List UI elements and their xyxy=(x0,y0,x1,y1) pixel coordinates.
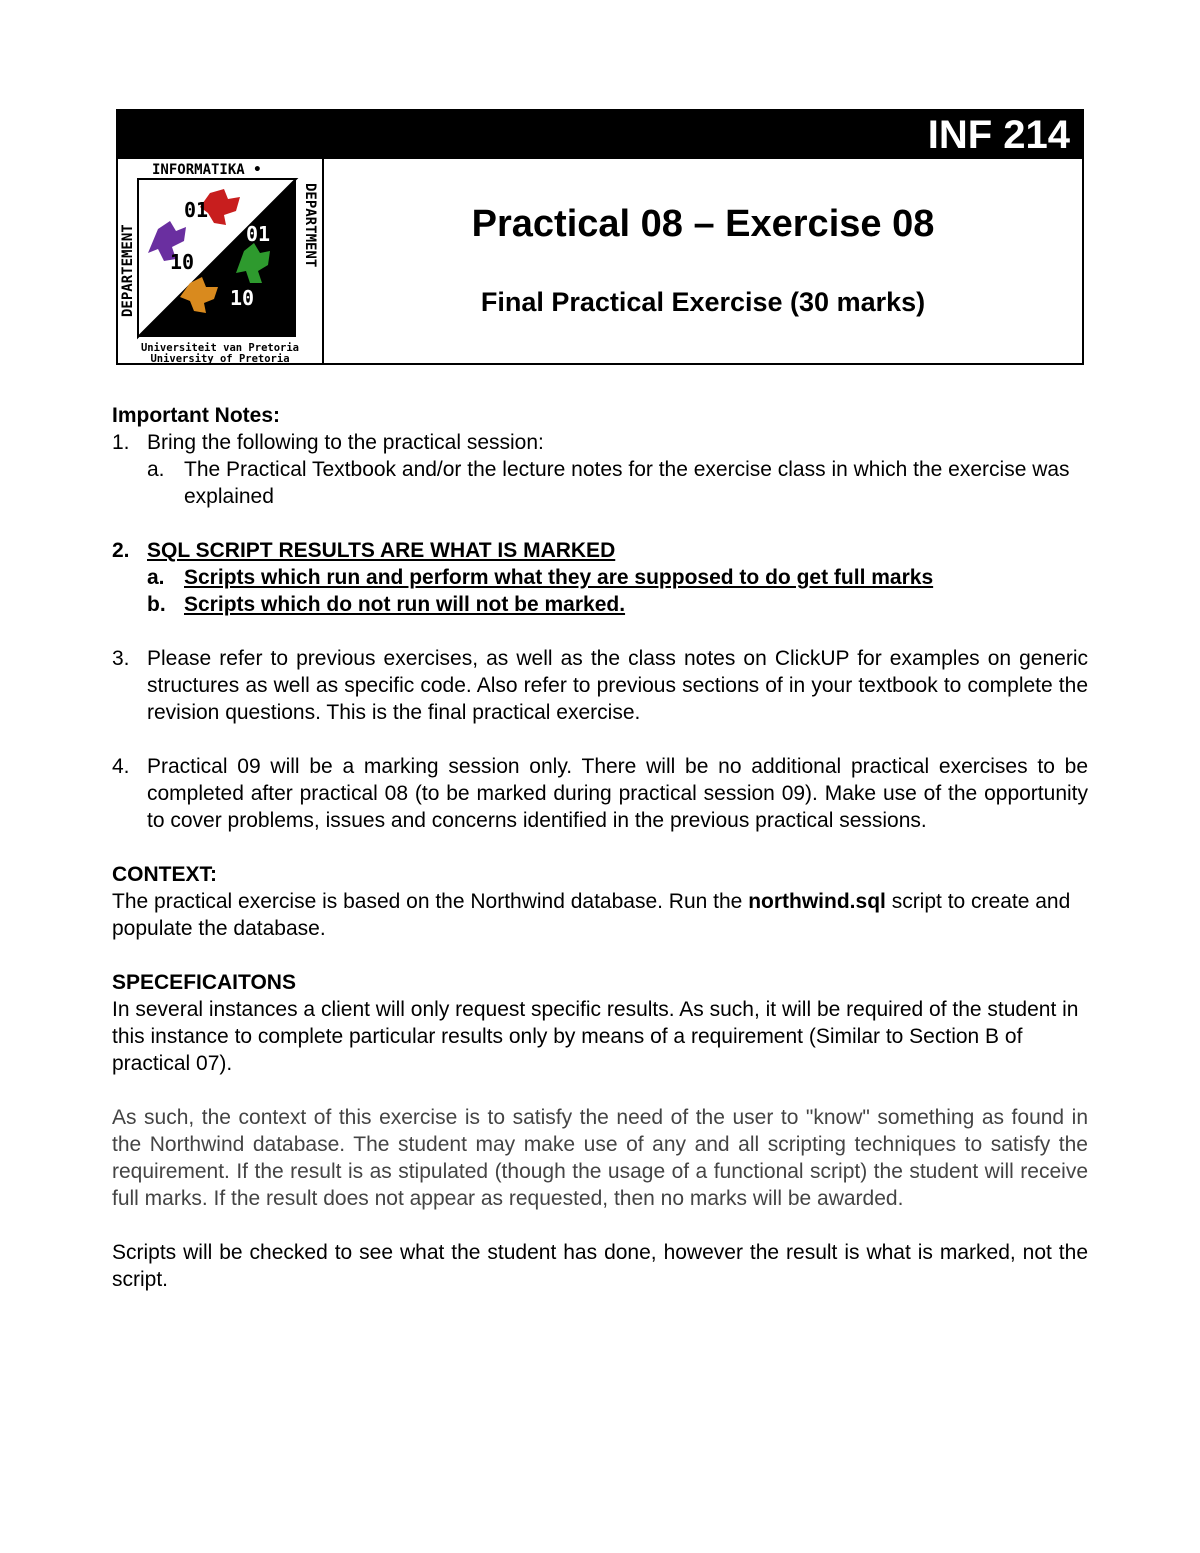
note-text: Please refer to previous exercises, as well as the class notes on ClickUP for examples on generic structures as well as specific code. Also refer to previous sections of in your textbook to complete the revision questions. This is the final practical exercise. xyxy=(147,647,1088,724)
specifications-paragraph-1: In several instances a client will only request specific results. As such, it will be required of the student in this instance to complete particular results only by means of a requirement (Similar to Section B of practical 07). xyxy=(112,998,1079,1075)
document-header xyxy=(116,109,1084,365)
note-item-3 xyxy=(112,645,1088,726)
note-item-1 xyxy=(112,429,1088,456)
document-subtitle: Final Practical Exercise (30 marks) xyxy=(480,287,926,317)
department-logo xyxy=(118,159,324,363)
course-code: INF 214 xyxy=(927,113,1070,157)
notes-heading: Important Notes: xyxy=(112,404,280,427)
subitem-label: a. xyxy=(147,458,165,481)
svg-text:01: 01 xyxy=(246,222,271,246)
context-text-after: script to create and populate the database. xyxy=(112,890,1071,940)
note-text: SQL SCRIPT RESULTS ARE WHAT IS MARKED xyxy=(147,539,616,562)
note-number: 2. xyxy=(112,539,130,562)
title-cell xyxy=(324,159,1082,363)
logo-university-af: Universiteit van Pretoria xyxy=(140,342,300,354)
document-title: Practical 08 – Exercise 08 xyxy=(471,203,935,245)
note-subitem-1a xyxy=(112,456,1088,510)
script-name: northwind.sql xyxy=(748,890,886,913)
note-subitem-2b xyxy=(112,591,1088,618)
svg-text:01: 01 xyxy=(184,198,209,222)
note-item-2 xyxy=(112,537,1088,564)
note-item-4 xyxy=(112,753,1088,834)
logo-top-text: INFORMATIKA • xyxy=(152,162,262,178)
context-paragraph xyxy=(112,888,1088,942)
subitem-text: The Practical Textbook and/or the lecture notes for the exercise class in which the exercise was explained xyxy=(184,458,1070,508)
svg-text:10: 10 xyxy=(170,250,195,274)
subitem-label: b. xyxy=(147,593,166,616)
context-heading: CONTEXT: xyxy=(112,863,217,886)
subitem-text: Scripts which do not run will not be marked. xyxy=(184,593,626,616)
note-text: Bring the following to the practical session: xyxy=(147,431,544,454)
subitem-label: a. xyxy=(147,566,165,589)
note-number: 1. xyxy=(112,431,130,454)
note-number: 4. xyxy=(112,755,130,778)
logo-right-text: DEPARTMENT xyxy=(302,183,318,268)
svg-text:10: 10 xyxy=(230,286,255,310)
logo-university-en: University of Pretoria xyxy=(150,353,290,363)
department-logo-image xyxy=(118,159,322,363)
logo-bottom-text: • INFORMATICS xyxy=(148,325,258,341)
header-bar xyxy=(118,111,1082,159)
document-body xyxy=(112,402,1088,1293)
subitem-text: Scripts which run and perform what they are supposed to do get full marks xyxy=(184,566,934,589)
specifications-paragraph-3: Scripts will be checked to see what the student has done, however the result is what is marked, not the script. xyxy=(112,1241,1088,1291)
logo-left-text: DEPARTEMENT xyxy=(120,224,136,317)
note-number: 3. xyxy=(112,647,130,670)
note-subitem-2a xyxy=(112,564,1088,591)
specifications-paragraph-2: As such, the context of this exercise is to satisfy the need of the user to "know" something as found in the Northwind database. The student may make use of any and all scripting techniques to satisfy the requirement. If the result is as stipulated (though the usage of a functional script) the student will receive full marks. If the result does not appear as requested, then no marks will be awarded. xyxy=(112,1106,1088,1210)
specifications-heading: SPECEFICAITONS xyxy=(112,971,296,994)
note-text: Practical 09 will be a marking session only. There will be no additional practical exercises to be completed after practical 08 (to be marked during practical session 09). Make use of the opportunity to cover problems, issues and concerns identified in the previous practical sessions. xyxy=(147,755,1088,832)
context-text-before: The practical exercise is based on the Northwind database. Run the xyxy=(112,890,749,913)
